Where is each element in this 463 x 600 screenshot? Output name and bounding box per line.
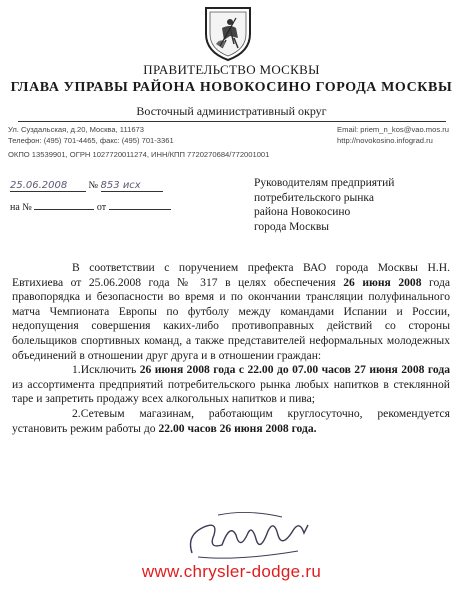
paragraph-intro: В соответствии с поручением префекта ВАО города Москвы Н.Н. Евтихиева от 25.06.2008 года № 317 в целях обеспечения 26 июня 2008 года правопорядка и безопасности во время и по окончании трансляции полуфинального матча Чемпионата Европы по футболу между командами Испании и России, недопущения совершения каких-либо противоправных действий со стороны болельщиков спортивных команд, а также представителей неформальных молодежных объединений в отношении друг друга и в отношении граждан: (12, 261, 450, 362)
contact-block-left (8, 124, 174, 146)
incoming-reference (10, 202, 171, 213)
page-title: ГЛАВА УПРАВЫ РАЙОНА НОВОКОСИНО ГОРОДА МОСКВЫ (10, 80, 453, 95)
phone: Телефон: (495) 701-4465, факс: (495) 701-3361 (8, 136, 174, 145)
website: http://novokosino.infograd.ru (337, 136, 433, 145)
watermark: www.chrysler-dodge.ru (141, 562, 322, 581)
paragraph-item-2: 2.Сетевым магазинам, работающим круглосуточно, рекомендуется установить режим работы до 22.00 часов 26 июня 2008 года. (12, 406, 450, 435)
ref-no-label: № (88, 180, 99, 191)
paragraph-item-1: 1.Исключить 26 июня 2008 года с 22.00 до 07.00 часов 27 июня 2008 года из ассортимента предприятий потребительского рынка любых напитков в стеклянной таре и запретить продажу всех алкогольных напитков и пива; (12, 363, 450, 406)
recipient-line: города Москвы (254, 220, 330, 233)
government-name: ПРАВИТЕЛЬСТВО МОСКВЫ (143, 62, 320, 77)
registration-codes: ОКПО 13539901, ОГРН 1027720011274, ИНН/КПП 7720270684/772001001 (8, 150, 270, 159)
recipient-line: Руководителям предприятий (254, 177, 395, 189)
ref-date: 25.06.2008 (10, 180, 86, 192)
header-divider (18, 121, 446, 122)
letter-body (12, 261, 450, 436)
contact-block-right (337, 124, 449, 146)
recipient-line: потребительского рынка (254, 191, 374, 204)
outgoing-reference (10, 180, 163, 192)
email: Email: priem_n_kos@vao.mos.ru (337, 125, 449, 134)
ref-ot-blank (109, 209, 171, 210)
ref-na-label: на № (10, 202, 32, 213)
district-name: Восточный административный округ (136, 104, 327, 118)
recipient-line: района Новокосино (254, 206, 351, 218)
ref-number: 853 исх (101, 180, 163, 192)
address: Ул. Суздальская, д.20, Москва, 111673 (8, 125, 145, 134)
ref-na-blank (34, 209, 94, 210)
moscow-coat-of-arms-icon (200, 4, 256, 62)
recipient-block (254, 176, 454, 234)
ref-ot-label: от (96, 202, 107, 213)
